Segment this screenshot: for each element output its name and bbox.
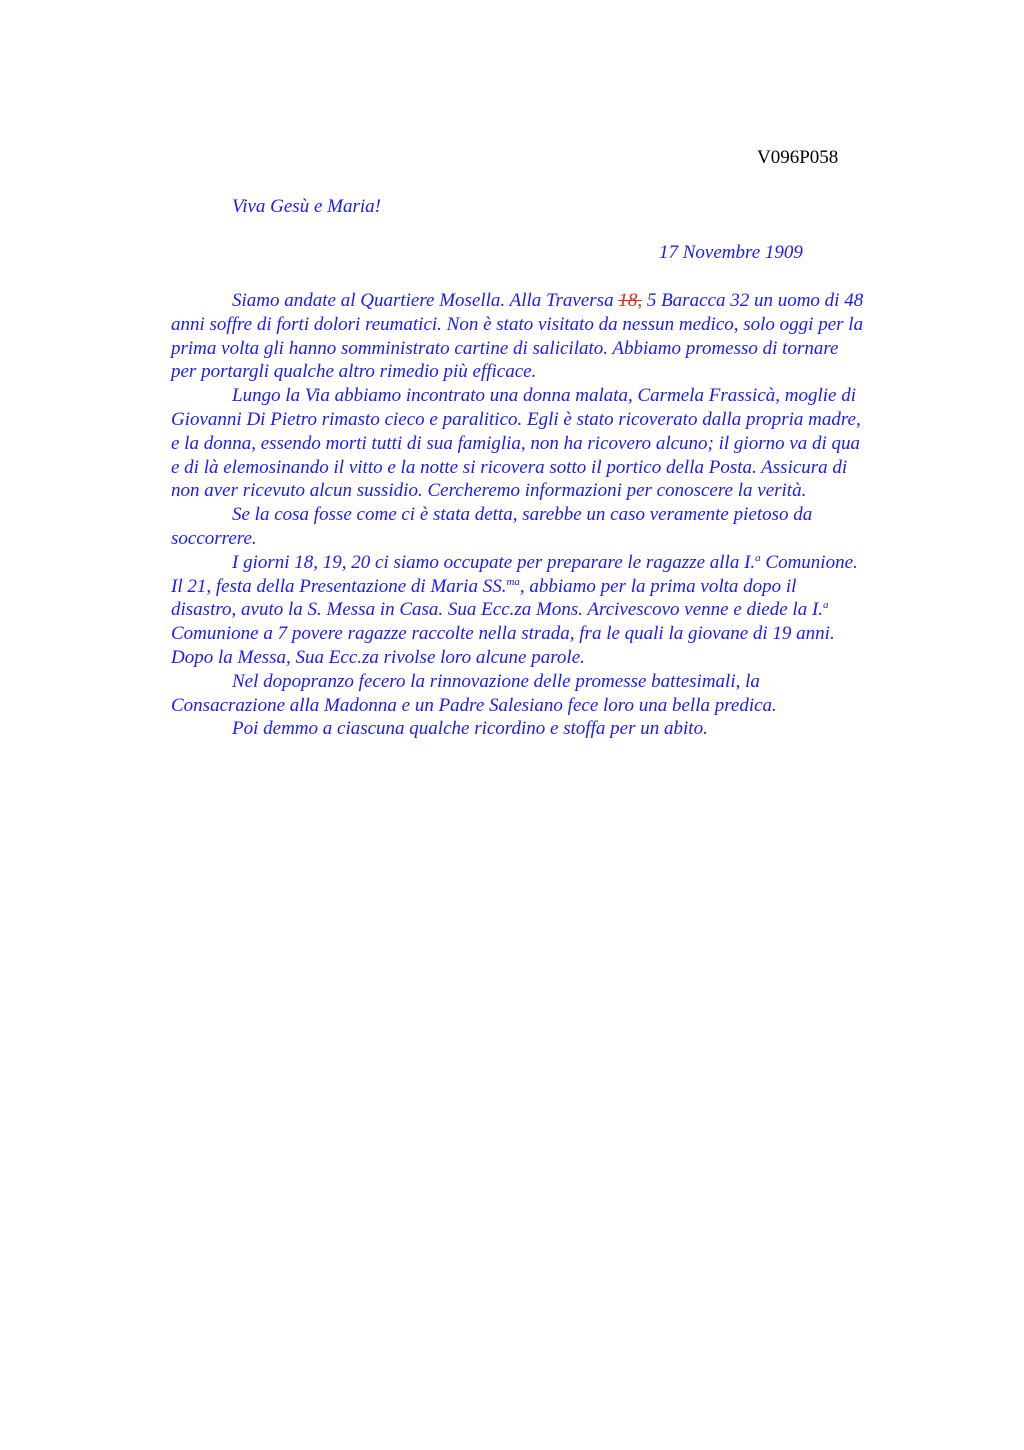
struck-text: 18, — [618, 290, 643, 311]
superscript: ma — [506, 575, 520, 588]
text-line: Poi demmo a ciascuna qualche ricordino e stoffa per un abito. — [232, 718, 708, 740]
text-line: Giovanni Di Pietro rimasto cieco e paralitico. Egli è stato ricoverato dalla propria madre, — [171, 408, 861, 430]
text-segment: 5 Baracca 32 un uomo di 48 — [642, 290, 864, 311]
text-line — [171, 289, 931, 313]
text-segment: disastro, avuto la S. Messa in Casa. Sua Ecc.za Mons. Arcivescovo venne e diede la I. — [171, 599, 824, 621]
text-line: Comunione a 7 povere ragazze raccolte nella strada, fra le quali la giovane di 19 anni. — [171, 623, 835, 645]
text-line — [171, 575, 931, 599]
superscript: a — [755, 551, 761, 564]
text-line: per portargli qualche altro rimedio più efficace. — [171, 361, 537, 383]
text-segment: Il 21, festa della Presentazione di Maria SS. — [171, 575, 507, 597]
text-line — [171, 598, 931, 622]
text-line: Consacrazione alla Madonna e un Padre Salesiano fece loro una bella predica. — [171, 694, 777, 716]
text-line: Dopo la Messa, Sua Ecc.za rivolse loro alcune parole. — [171, 646, 585, 668]
text-line: e la donna, essendo morti tutti di sua famiglia, non ha ricovero alcuno; il giorno va di qua — [171, 432, 861, 454]
text-line: Nel dopopranzo fecero la rinnovazione delle promesse battesimali, la — [232, 670, 760, 692]
paragraph-1 — [171, 289, 931, 384]
letter-body — [171, 289, 931, 741]
text-line: e di là elemosinando il vitto e la notte si ricovera sotto il portico della Posta. Assicura di — [171, 456, 848, 478]
letter-date: 17 Novembre 1909 — [659, 242, 803, 263]
text-segment: Siamo andate al Quartiere Mosella. Alla Traversa — [232, 290, 619, 311]
text-line: Lungo la Via abbiamo incontrato una donna malata, Carmela Frassicà, moglie di — [232, 385, 857, 407]
text-segment: Comunione. — [760, 551, 858, 573]
text-segment: I giorni 18, 19, 20 ci siamo occupate per preparare le ragazze alla I. — [232, 551, 756, 573]
paragraph-2 — [171, 384, 931, 503]
superscript: a — [823, 599, 829, 612]
text-line — [171, 551, 931, 575]
greeting: Viva Gesù e Maria! — [232, 196, 381, 217]
paragraph-5 — [171, 670, 931, 718]
text-line: anni soffre di forti dolori reumatici. Non è stato visitato da nessun medico, solo oggi per la — [171, 313, 864, 335]
document-id: V096P058 — [757, 147, 839, 168]
text-line: soccorrere. — [171, 527, 257, 549]
text-segment: , abbiamo per la prima volta dopo il — [519, 575, 797, 597]
paragraph-3 — [171, 503, 931, 551]
text-line: Se la cosa fosse come ci è stata detta, sarebbe un caso veramente pietoso da — [232, 504, 813, 526]
paragraph-6 — [171, 717, 931, 741]
paragraph-4 — [171, 551, 931, 670]
text-line: non aver ricevuto alcun sussidio. Cercheremo informazioni per conoscere la verità. — [171, 480, 807, 502]
text-line: prima volta gli hanno somministrato cartine di salicilato. Abbiamo promesso di tornare — [171, 337, 839, 359]
